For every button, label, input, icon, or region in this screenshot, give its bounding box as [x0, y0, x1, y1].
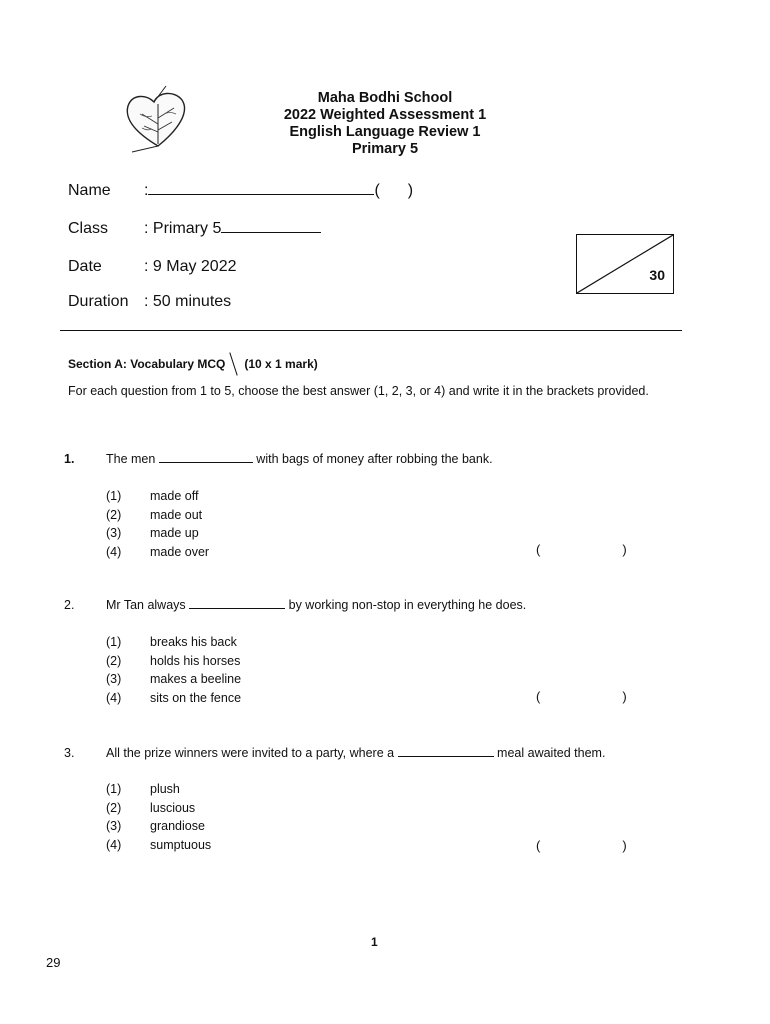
date-value: : 9 May 2022	[144, 258, 237, 275]
section-title-row	[68, 352, 318, 376]
class-row	[68, 220, 321, 238]
school-name: Maha Bodhi School	[317, 90, 453, 106]
option	[106, 652, 241, 671]
bodhi-leaf-icon	[118, 84, 198, 154]
option-number: (1)	[106, 635, 122, 649]
question-1	[64, 452, 493, 466]
question-2-options	[106, 633, 241, 707]
question-1-options	[106, 487, 209, 561]
option-text: holds his horses	[150, 653, 241, 668]
date-row	[68, 258, 237, 276]
class-value: : Primary 5	[144, 220, 222, 237]
option	[106, 817, 211, 836]
option	[106, 524, 209, 543]
option-text: made off	[150, 489, 199, 503]
school-header	[230, 90, 540, 158]
option	[106, 836, 211, 855]
assessment-title: 2022 Weighted Assessment 1	[283, 107, 487, 123]
question-text-after: with bags of money after robbing the bank.	[252, 452, 493, 466]
option	[106, 799, 211, 818]
side-page-number: 29	[46, 955, 61, 970]
option-number: (4)	[106, 690, 122, 705]
name-row	[68, 182, 413, 200]
divider-line	[60, 330, 682, 331]
option	[106, 689, 241, 708]
question-blank[interactable]	[189, 608, 285, 609]
option	[106, 487, 209, 506]
question-text-after: meal awaited them.	[493, 746, 606, 760]
section-instruction: For each question from 1 to 5, choose the best answer (1, 2, 3, or 4) and write it in the brackets provided.	[68, 384, 649, 398]
score-box[interactable]	[576, 234, 674, 294]
score-total: 30	[649, 267, 665, 283]
option-number: (3)	[106, 672, 122, 686]
question-text-before: All the prize winners were invited to a party, where a	[106, 746, 398, 760]
option	[106, 543, 209, 562]
name-blank[interactable]	[148, 194, 374, 195]
option	[106, 780, 211, 799]
option-number: (2)	[106, 507, 122, 522]
duration-value: : 50 minutes	[144, 293, 232, 310]
bracket-close: )	[622, 542, 627, 557]
option-text: grandiose	[150, 819, 205, 833]
option-text: sits on the fence	[150, 690, 242, 705]
duration-row	[68, 293, 231, 311]
question-number: 2.	[64, 598, 75, 612]
option	[106, 506, 209, 525]
question-blank[interactable]	[398, 756, 494, 757]
level-title: Primary 5	[351, 141, 419, 157]
bracket-close: )	[622, 689, 627, 704]
duration-label: Duration	[68, 293, 129, 310]
answer-bracket-2[interactable]	[536, 689, 627, 704]
page-number: 1	[371, 935, 378, 949]
option-number: (1)	[106, 489, 122, 503]
register-paren-open: (	[374, 182, 380, 199]
subject-title: English Language Review 1	[289, 124, 481, 140]
option-number: (2)	[106, 800, 122, 815]
date-label: Date	[68, 258, 102, 275]
option-number: (2)	[106, 653, 122, 668]
question-blank[interactable]	[159, 462, 253, 463]
section-marks: (10 x 1 mark)	[244, 357, 318, 371]
option-number: (3)	[106, 819, 122, 833]
question-number: 1.	[64, 452, 75, 466]
bracket-close: )	[622, 838, 627, 853]
option-text: made over	[150, 544, 210, 559]
option-text: made up	[150, 526, 199, 540]
option-number: (4)	[106, 837, 122, 852]
score-diagonal	[577, 235, 673, 293]
question-text-before: Mr Tan always	[106, 598, 190, 612]
question-3	[64, 746, 605, 760]
bracket-open: (	[536, 689, 541, 704]
question-number: 3.	[64, 746, 75, 760]
option-text: breaks his back	[150, 635, 237, 649]
option-text: plush	[150, 782, 180, 796]
option-text: made out	[150, 507, 203, 522]
option-text: luscious	[150, 800, 196, 815]
option-number: (4)	[106, 544, 122, 559]
question-2	[64, 598, 526, 612]
answer-bracket-1[interactable]	[536, 542, 627, 557]
section-title: Section A: Vocabulary MCQ	[68, 357, 226, 371]
bracket-open: (	[536, 838, 541, 853]
question-text-before: The men	[106, 452, 159, 466]
section-divider	[230, 352, 238, 375]
question-text-after: by working non-stop in everything he does.	[285, 598, 527, 612]
option	[106, 670, 241, 689]
name-separator: :	[144, 182, 149, 199]
class-blank[interactable]	[221, 232, 321, 233]
register-paren-close: )	[407, 182, 414, 199]
name-label: Name	[68, 182, 111, 199]
class-label: Class	[68, 220, 109, 237]
option-text: makes a beeline	[150, 672, 242, 686]
answer-bracket-3[interactable]	[536, 838, 627, 853]
question-3-options	[106, 780, 211, 854]
option	[106, 633, 241, 652]
option-number: (3)	[106, 526, 122, 540]
bracket-open: (	[536, 542, 541, 557]
option-text: sumptuous	[150, 837, 212, 852]
option-number: (1)	[106, 782, 122, 796]
